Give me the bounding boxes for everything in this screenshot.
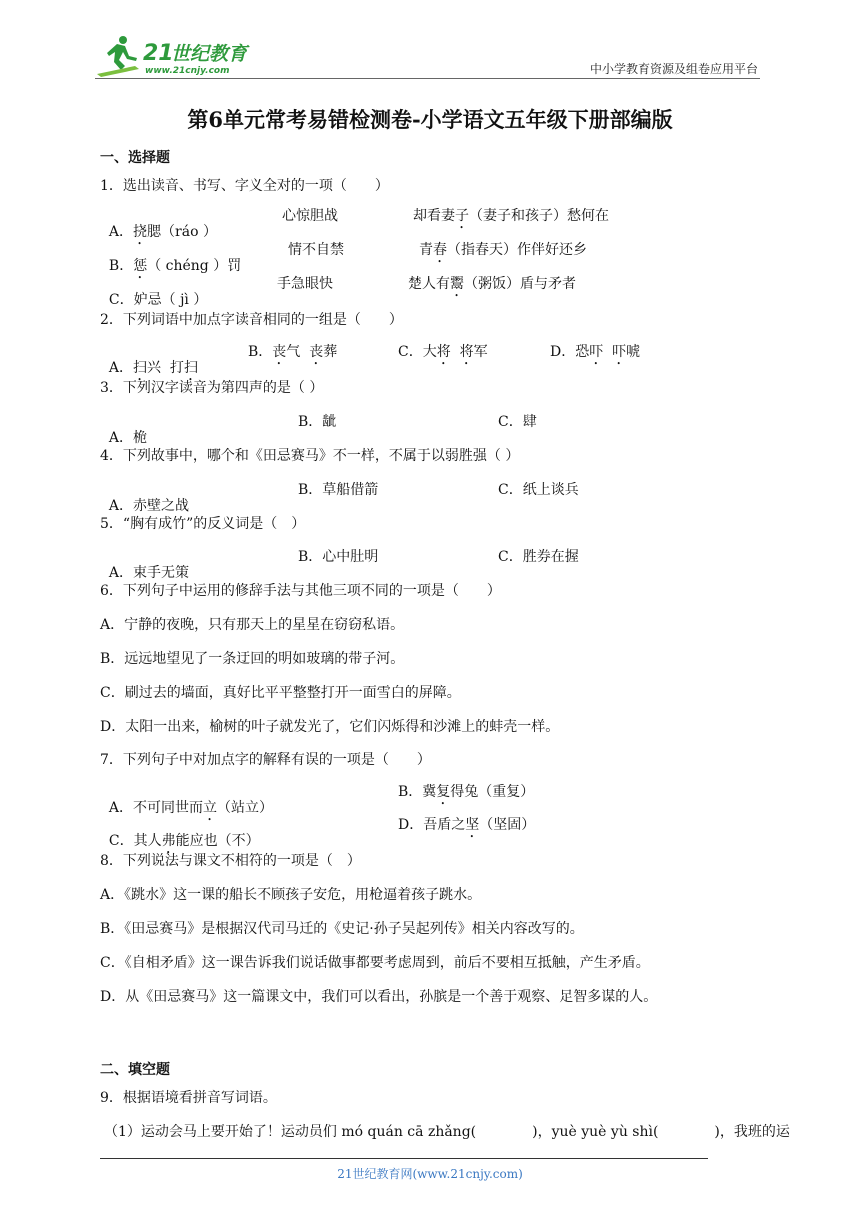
question-stem: 1．选出读音、书写、字义全对的一项（ ） [100, 178, 389, 194]
question-stem: 2．下列词语中加点字读音相同的一组是（ ） [100, 312, 403, 328]
question-stem: 6．下列句子中运用的修辞手法与其他三项不同的一项是（ ） [100, 583, 501, 599]
option-row: C．妒忌（ jì ） 手急眼快 楚人有鬻（粥饭）盾与矛者 [108, 276, 576, 308]
footer-divider [100, 1158, 708, 1159]
platform-name: 中小学教育资源及组卷应用平台 [589, 62, 758, 76]
option-row: A．桅 B．龇 C．肆 [108, 414, 537, 446]
fill-blank-line: （1）运动会马上要开始了！运动员们 mó quán cā zhǎng( )，yuè yuè yù shì( )，我班的运 [104, 1124, 790, 1140]
svg-text:世纪教育: 世纪教育 [171, 43, 248, 65]
question-stem: 8．下列说法与课文不相符的一项是（ ） [100, 853, 361, 869]
option-row: A．《跳水》这一课的船长不顾孩子安危，用枪逼着孩子跳水。 [100, 887, 482, 903]
header-divider [95, 78, 760, 79]
option-row: D．从《田忌赛马》这一篇课文中，我们可以看出，孙膑是一个善于观察、足智多谋的人。 [100, 989, 658, 1005]
section-heading: 一、选择题 [100, 150, 170, 166]
page-header [95, 30, 760, 80]
option-row: A．扫兴 打扫 B．丧气 丧葬 C．大将 将军 D．恐吓 吓唬 [108, 344, 641, 376]
site-logo [95, 30, 265, 78]
option-row: B．《田忌赛马》是根据汉代司马迁的《史记·孙子吴起列传》相关内容改写的。 [100, 921, 584, 937]
question-stem: 3．下列汉字读音为第四声的是（ ） [100, 380, 324, 396]
footer-text: 21世纪教育网(www.21cnjy.com) [337, 1167, 523, 1181]
question-stem: 9．根据语境看拼音写词语。 [100, 1090, 277, 1106]
option-row: B．远远地望见了一条迂回的明如玻璃的带子河。 [100, 651, 405, 667]
option-row: C．《自相矛盾》这一课告诉我们说话做事都要考虑周到，前后不要相互抵触，产生矛盾。 [100, 955, 650, 971]
option-row: A．挠腮（ráo ） 心惊胆战 却看妻子（妻子和孩子）愁何在 [108, 208, 609, 240]
question-stem: 5．“胸有成竹”的反义词是（ ） [100, 516, 306, 532]
option-row: A．束手无策 B．心中肚明 C．胜券在握 [108, 549, 579, 581]
logo-url: www.21cnjy.com [145, 66, 230, 76]
page-title: 第6单元常考易错检测卷-小学语文五年级下册部编版 [187, 107, 673, 132]
svg-text:21: 21 [143, 41, 174, 66]
option-row: C．其人弗能应也（不） D．吾盾之坚（坚固） [108, 817, 536, 849]
option-row: D．太阳一出来，榆树的叶子就发光了，它们闪烁得和沙滩上的蚌壳一样。 [100, 719, 560, 735]
option-row: B．惩（ chéng ）罚 情不自禁 青春（指春天）作伴好还乡 [108, 242, 587, 274]
option-row: A．不可同世而立（站立） B．冀复得兔（重复） [108, 784, 535, 816]
option-row: A．赤壁之战 B．草船借箭 C．纸上谈兵 [108, 482, 579, 514]
question-stem: 4．下列故事中，哪个和《田忌赛马》不一样，不属于以弱胜强（ ） [100, 448, 520, 464]
question-stem: 7．下列句子中对加点字的解释有误的一项是（ ） [100, 752, 431, 768]
section-heading: 二、填空题 [100, 1062, 170, 1078]
option-row: A．宁静的夜晚，只有那天上的星星在窃窃私语。 [100, 617, 405, 633]
option-row: C．刷过去的墙面，真好比平平整整打开一面雪白的屏障。 [100, 685, 461, 701]
